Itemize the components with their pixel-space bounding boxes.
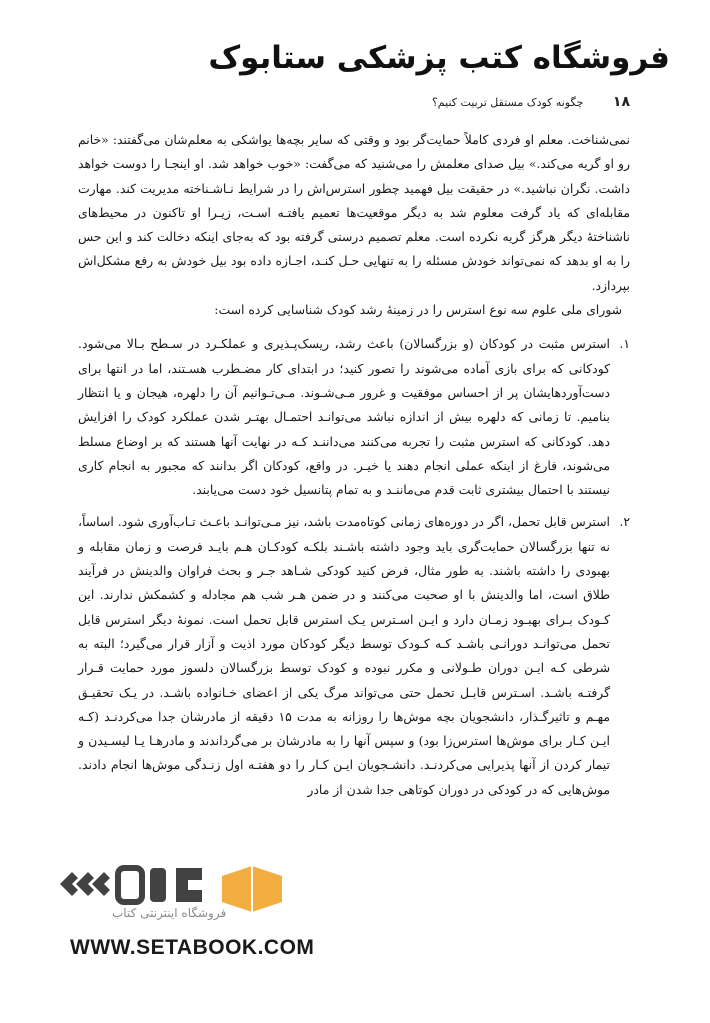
watermark-subtitle: فروشگاه اینترنتی کتاب [112, 906, 227, 920]
list-item [78, 332, 630, 502]
setabook-logo-icon [52, 862, 312, 932]
paragraph: نمی‌شناخت. معلم او فردی کاملاً حمایت‌گر بود و وقتی که سایر بچه‌ها یواشکی به معلم‌شان می‌گفتند: «خانم رو او گریه می‌کند.» بیل صدای معلمش را می‌شنید که می‌گفت: «خوب خواهد شد. او اینجـا را دوست خواهد داشت. نگران نباشید.» در حقیقت بیل فهمید چطور استرس‌اش را در شرایط نـاشـناخته مدیریت کند. مهارت مقابله‌ای که یاد گرفت معلوم شد به دیگر موقعیت‌ها تعمیم یافتـه اسـت، زیـرا او تاکنون در محیط‌های ناشناختهٔ دیگر هرگز گریه نکرده است. معلم تصمیم درستی گرفته بود که به‌جای اینکه دخالت کند و این حس را به او بدهد که نمی‌تواند خودش مسئله را به تنهایی حـل کنـد، اجـازه داده بود بیل خودش به رفع مشکل‌اش بپردازد. [78, 132, 630, 293]
list-marker: ۱. [619, 336, 630, 352]
list-item-text: استرس مثبت در کودکان (و بزرگسالان) باعث رشد، ریسک‌پـذیری و عملکـرد در سـطح بـالا می‌شود. کودکانی که برای بازی آماده می‌شوند را تصور کنید؛ در ابتدای کار مضـطرب هسـتند، اما در انتها برای دست‌آوردهایشان پر از احساس موفقیت و غرور مـی‌شـوند. مـی‌تـوانیم آن را دلهره، هیجان و یا انتظار بنامیم. تا زمانی که دلهره بیش از اندازه نباشد می‌توانـد احتمـال بهتـر شدن عملکرد کودک را افزایش دهد. کودکانی که استرس مثبت را تجربه می‌کنند می‌داننـد کـه در نهایت آنها هستند که بر اوضاع مسلط می‌شوند، فارغ از اینکه عملی انجام دهند یا خیـر. در واقع، کودکان اگر بدانند که مجبور به انجام کاری نیستند با احتمال بیشتری ثابت قدم می‌ماننـد و به تمام پتانسیل خود دست می‌یابند. [78, 336, 610, 498]
watermark-url: WWW.SETABOOK.COM [70, 936, 315, 959]
chapter-title: چگونه کودک مستقل تربیت کنیم؟ [431, 96, 584, 109]
list-marker: ۲. [619, 514, 630, 530]
stress-types-list [78, 332, 630, 802]
running-head [432, 94, 630, 110]
store-title: فروشگاه کتب پزشکی ستابوک [208, 40, 670, 76]
list-item [78, 510, 630, 802]
setabook-watermark [52, 862, 315, 992]
page-number: ۱۸ [612, 94, 630, 110]
paragraph: شورای ملی علوم سه نوع استرس را در زمینهٔ رشد کودک شناسایی کرده است: [214, 302, 622, 318]
body-text [78, 128, 630, 810]
list-item-text: استرس قابل تحمل، اگر در دوره‌های زمانی کوتاه‌مدت باشد، نیز مـی‌توانـد باعـث تـاب‌آوری شود. اساساً، نه تنها بزرگسالان حمایت‌گری باید وجود داشته باشـند بلکـه کودکـان هـم بایـد فرصت و زمان مقابله و بهبودی را داشته باشند. به طور مثال، فرض کنید کودکی شـاهد جـر و بحث فراوان والدینش در فرآیند طلاق است، اما والدینش با او صحبت می‌کنند و در ضمن هـر شب هم مجادله و کشمکش ندارند. این کـودک بـرای بهبـود زمـان دارد و ایـن اسـترس یـک استرس قابل تحمل است. نمونهٔ دیگر استرس قابل تحمل می‌توانـد دورانـی باشـد کـه کـودک توسط دیگر کودکان مورد اذیت و آزار قرار می‌گیرد؛ البته به شرطی کـه ایـن دوران طـولانی و مکرر نبوده و کودک توسط بزرگسالان دلسوز مورد حمایت قـرار گرفتـه باشـد. اسـترس قابـل تحمل حتی می‌تواند مرگ یکی از اعضای خـانواده باشـد. در یـک تحقیـق مهـم و تاثیرگـذار، دانشجویان بچه موش‌ها را روزانه به مدت ۱۵ دقیقه از مادرشان جدا می‌کردنـد (کـه ایـن کـار برای موش‌ها استرس‌زا بود) و سپس آنها را به مادرشان بر می‌گرداندند و مادرهـا یـا لیسـیدن و تیمار کردن از آنها پذیرایی می‌کردنـد. دانشـجویان ایـن کـار را دو هفتـه اول زنـدگی موش‌ها انجام دادند. موش‌هایی که در کودکی در دوران کوتاهی جدا شدن از مادر [78, 514, 611, 797]
